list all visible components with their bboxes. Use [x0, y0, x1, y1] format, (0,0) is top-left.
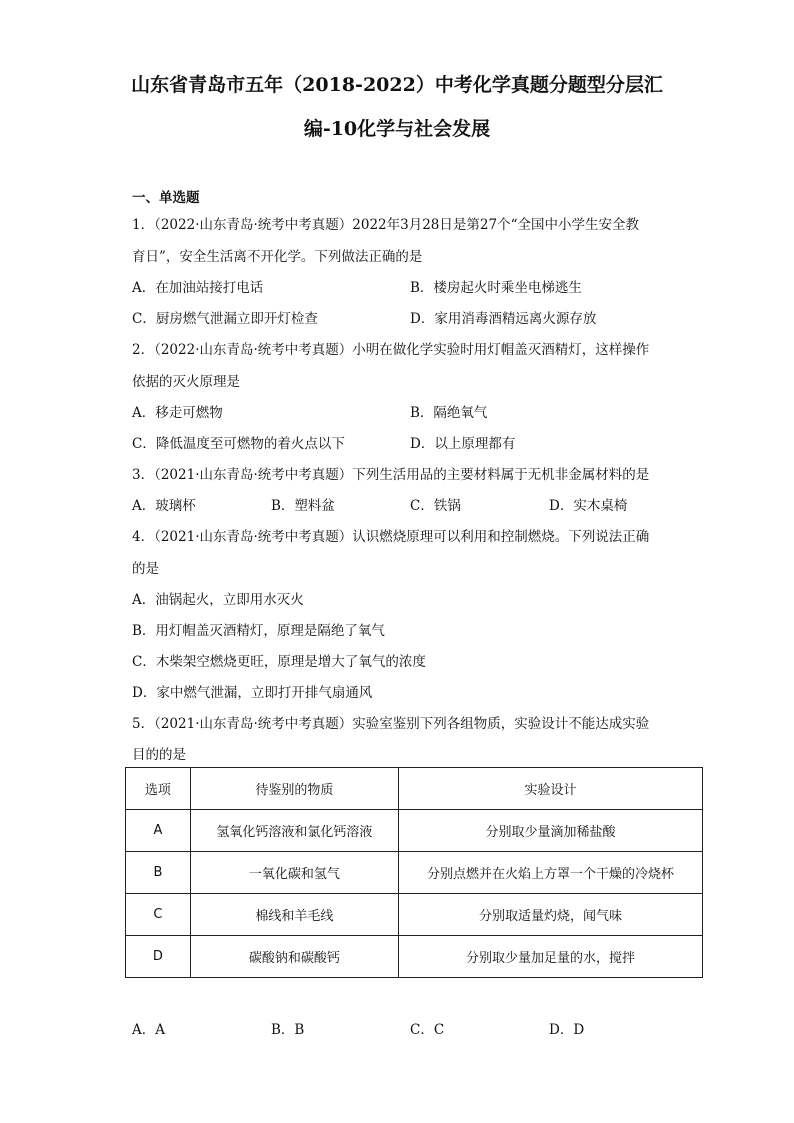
question-4-option-a: A．油锅起火，立即用水灭火	[132, 592, 304, 608]
question-3-line-1: 3．（2021·山东青岛·统考中考真题）下列生活用品的主要材料属于无机非金属材料的是	[132, 467, 650, 483]
table-cell: A	[126, 810, 191, 852]
table-cell: 一氧化碳和氢气	[190, 852, 398, 894]
question-2-option-d: D．以上原理都有	[410, 436, 516, 452]
table-cell: 碳酸钠和碳酸钙	[190, 936, 398, 978]
question-3-option-d: D．实木桌椅	[549, 498, 628, 514]
question-1-line-1: 1．（2022·山东青岛·统考中考真题）2022年3月28日是第27个“全国中小学生安全教	[132, 217, 639, 233]
table-row	[126, 810, 703, 852]
document-title-line1: 山东省青岛市五年（2018-2022）中考化学真题分题型分层汇	[131, 74, 663, 96]
question-4-option-b: B．用灯帽盖灭酒精灯，原理是隔绝了氧气	[132, 623, 385, 639]
table-cell: D	[126, 936, 191, 978]
experiment-table	[125, 767, 703, 978]
question-5-line-1: 5．（2021·山东青岛·统考中考真题）实验室鉴别下列各组物质，实验设计不能达成实验	[132, 716, 650, 732]
table-header-cell: 选项	[126, 768, 191, 810]
table-cell: 分别取适量灼烧，闻气味	[399, 894, 703, 936]
document-title-line2: 编-10化学与社会发展	[303, 118, 491, 140]
table-cell: B	[126, 852, 191, 894]
section-heading: 一、单选题	[132, 190, 200, 206]
table-header-row	[126, 768, 703, 810]
question-1-line-2: 育日”，安全生活离不开化学。下列做法正确的是	[132, 249, 423, 265]
table-cell: 氢氧化钙溶液和氯化钙溶液	[190, 810, 398, 852]
table-header-cell: 实验设计	[399, 768, 703, 810]
table-row	[126, 852, 703, 894]
table-cell: 分别点燃并在火焰上方罩一个干燥的冷烧杯	[399, 852, 703, 894]
question-5-line-2: 目的的是	[132, 747, 186, 763]
question-1-option-c: C．厨房燃气泄漏立即开灯检查	[132, 311, 318, 327]
question-5-option-c: C．C	[410, 1022, 445, 1038]
question-2-line-1: 2．（2022·山东青岛·统考中考真题）小明在做化学实验时用灯帽盖灭酒精灯，这样操作	[132, 342, 650, 358]
question-1-option-a: A．在加油站接打电话	[132, 280, 264, 296]
question-3-option-b: B．塑料盆	[271, 498, 335, 514]
table-row	[126, 894, 703, 936]
question-2-line-2: 依据的灭火原理是	[132, 374, 240, 390]
table-cell: 棉线和羊毛线	[190, 894, 398, 936]
question-2-option-c: C．降低温度至可燃物的着火点以下	[132, 436, 345, 452]
question-3-option-c: C．铁锅	[410, 498, 461, 514]
question-2-option-b: B．隔绝氧气	[410, 405, 488, 421]
table-cell: 分别取少量加足量的水，搅拌	[399, 936, 703, 978]
question-1-option-b: B．楼房起火时乘坐电梯逃生	[410, 280, 582, 296]
question-3-option-a: A．玻璃杯	[132, 498, 196, 514]
question-4-option-c: C．木柴架空燃烧更旺，原理是增大了氧气的浓度	[132, 654, 426, 670]
question-5-option-d: D．D	[549, 1022, 585, 1038]
question-4-line-2: 的是	[132, 561, 159, 577]
question-4-option-d: D．家中燃气泄漏，立即打开排气扇通风	[132, 685, 373, 701]
question-4-line-1: 4．（2021·山东青岛·统考中考真题）认识燃烧原理可以利用和控制燃烧。下列说法正确	[132, 529, 650, 545]
table-cell: C	[126, 894, 191, 936]
question-1-option-d: D．家用消毒酒精远离火源存放	[410, 311, 597, 327]
question-5-option-b: B．B	[271, 1022, 305, 1038]
table-cell: 分别取少量滴加稀盐酸	[399, 810, 703, 852]
table-header-cell: 待鉴别的物质	[190, 768, 398, 810]
table-row	[126, 936, 703, 978]
question-5-option-a: A．A	[132, 1022, 165, 1038]
question-2-option-a: A．移走可燃物	[132, 405, 223, 421]
